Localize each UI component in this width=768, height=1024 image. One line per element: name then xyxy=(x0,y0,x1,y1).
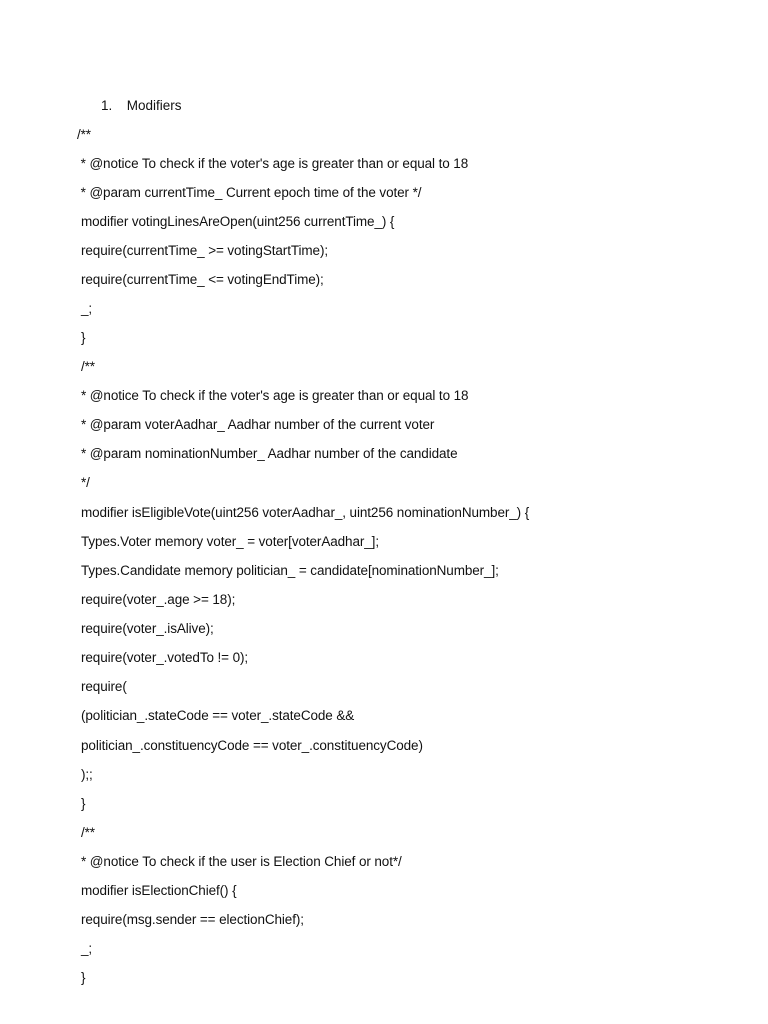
code-line: /** xyxy=(81,825,95,840)
code-line: require(currentTime_ >= votingStartTime); xyxy=(81,243,328,258)
code-line: * @notice To check if the voter's age is greater than or equal to 18 xyxy=(77,156,469,171)
code-line: );; xyxy=(81,767,93,782)
code-line: modifier votingLinesAreOpen(uint256 currentTime_) { xyxy=(81,214,395,229)
code-line: */ xyxy=(81,475,90,490)
code-line: require(voter_.isAlive); xyxy=(81,621,214,636)
code-line: _; xyxy=(81,941,93,956)
heading-number: 1. xyxy=(101,98,113,113)
code-line: Types.Voter memory voter_ = voter[voterAadhar_]; xyxy=(81,534,379,549)
code-line: * @notice To check if the user is Election Chief or not*/ xyxy=(81,854,402,869)
code-line: /** xyxy=(77,127,91,142)
code-line: } xyxy=(81,970,86,985)
code-line: _; xyxy=(81,301,93,316)
code-line: require(voter_.votedTo != 0); xyxy=(81,650,249,665)
code-line: * @param voterAadhar_ Aadhar number of the current voter xyxy=(81,417,435,432)
code-line: } xyxy=(81,330,86,345)
code-line: require(msg.sender == electionChief); xyxy=(81,912,304,927)
code-line: politician_.constituencyCode == voter_.constituencyCode) xyxy=(81,738,423,753)
code-line: * @param currentTime_ Current epoch time of the voter */ xyxy=(77,185,422,200)
code-line: modifier isEligibleVote(uint256 voterAadhar_, uint256 nominationNumber_) { xyxy=(81,505,530,520)
code-line: /** xyxy=(81,359,95,374)
code-line: modifier isElectionChief() { xyxy=(81,883,237,898)
heading-title: Modifiers xyxy=(126,98,182,113)
code-line: require(voter_.age >= 18); xyxy=(81,592,236,607)
code-line: Types.Candidate memory politician_ = candidate[nominationNumber_]; xyxy=(81,563,499,578)
code-line: require( xyxy=(81,679,127,694)
code-line: (politician_.stateCode == voter_.stateCode && xyxy=(81,708,355,723)
code-line: require(currentTime_ <= votingEndTime); xyxy=(81,272,324,287)
code-line: } xyxy=(81,796,86,811)
code-line: * @notice To check if the voter's age is greater than or equal to 18 xyxy=(81,388,469,403)
code-line: * @param nominationNumber_ Aadhar number of the candidate xyxy=(81,446,458,461)
